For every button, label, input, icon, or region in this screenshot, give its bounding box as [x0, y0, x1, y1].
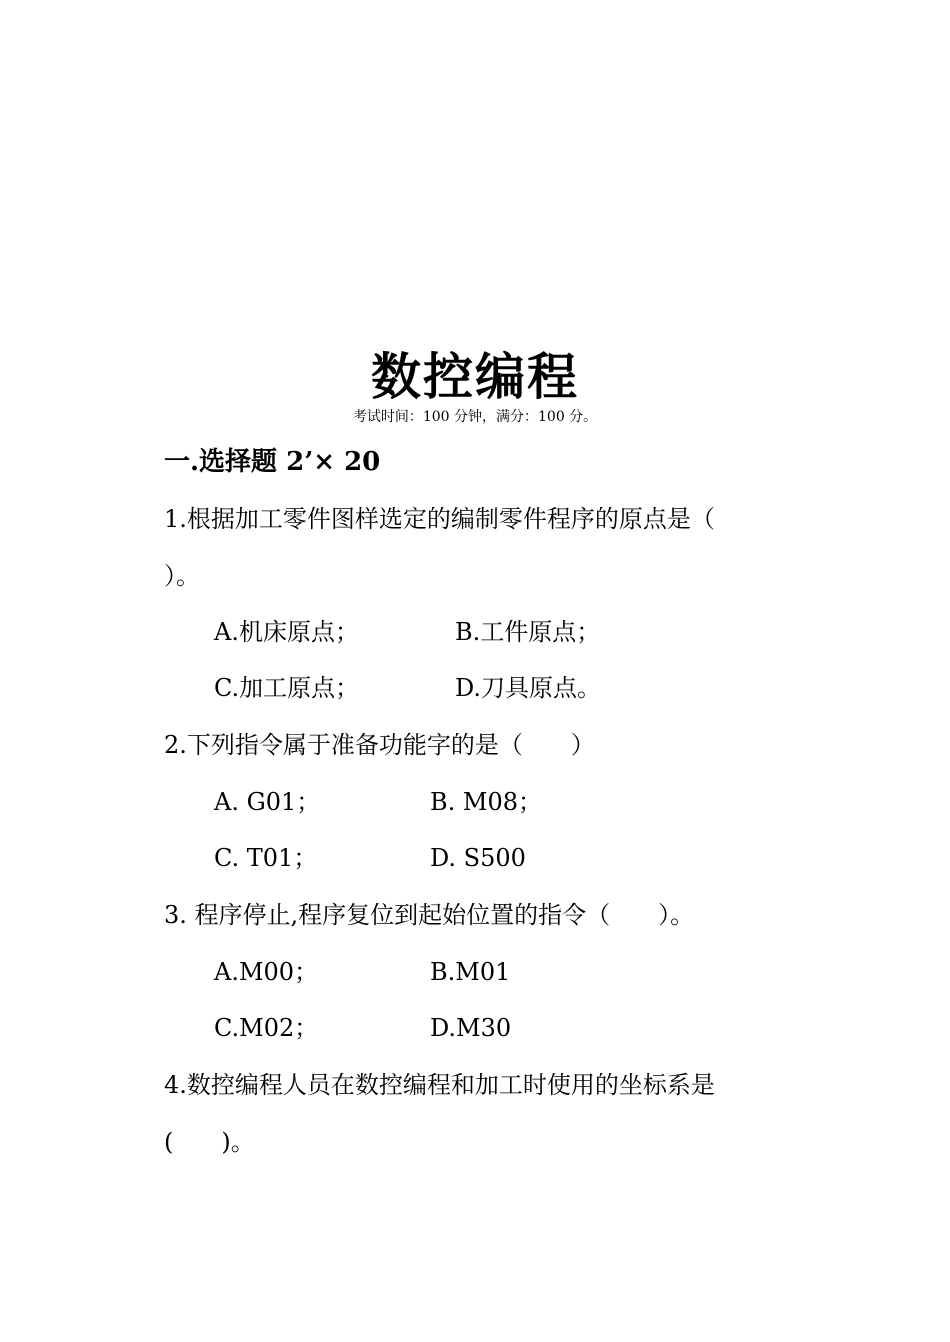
question-3-option-a: A.M00； [214, 958, 319, 986]
exam-info: 考试时间：100 分钟，满分：100 分。 [352, 409, 598, 425]
document-title: 数控编程 [371, 347, 579, 406]
question-3-option-d: D.M30 [430, 1014, 512, 1042]
question-2-stem: 2.下列指令属于准备功能字的是（ ） [164, 731, 595, 759]
question-1-option-d: D.刀具原点。 [455, 674, 602, 702]
question-1-stem: 1.根据加工零件图样选定的编制零件程序的原点是（ [164, 505, 715, 533]
question-2-option-c: C. T01； [214, 844, 318, 872]
question-1-option-b: B.工件原点； [455, 618, 601, 646]
section-heading: 一.选择题 2’× 20 [164, 447, 381, 477]
question-3-stem: 3. 程序停止,程序复位到起始位置的指令（ ）。 [164, 901, 695, 929]
question-4-stem: 4.数控编程人员在数控编程和加工时使用的坐标系是 [164, 1071, 715, 1099]
question-2-option-a: A. G01； [214, 788, 321, 816]
question-1-stem-continued: ）。 [164, 562, 200, 590]
question-3-option-b: B.M01 [430, 958, 511, 986]
question-1-option-c: C.加工原点； [214, 674, 360, 702]
question-1-option-a: A.机床原点； [214, 618, 359, 646]
question-4-stem-continued: ( )。 [164, 1128, 255, 1156]
question-2-option-b: B. M08； [430, 788, 543, 816]
question-3-option-c: C.M02； [214, 1014, 319, 1042]
question-2-option-d: D. S500 [430, 844, 526, 872]
